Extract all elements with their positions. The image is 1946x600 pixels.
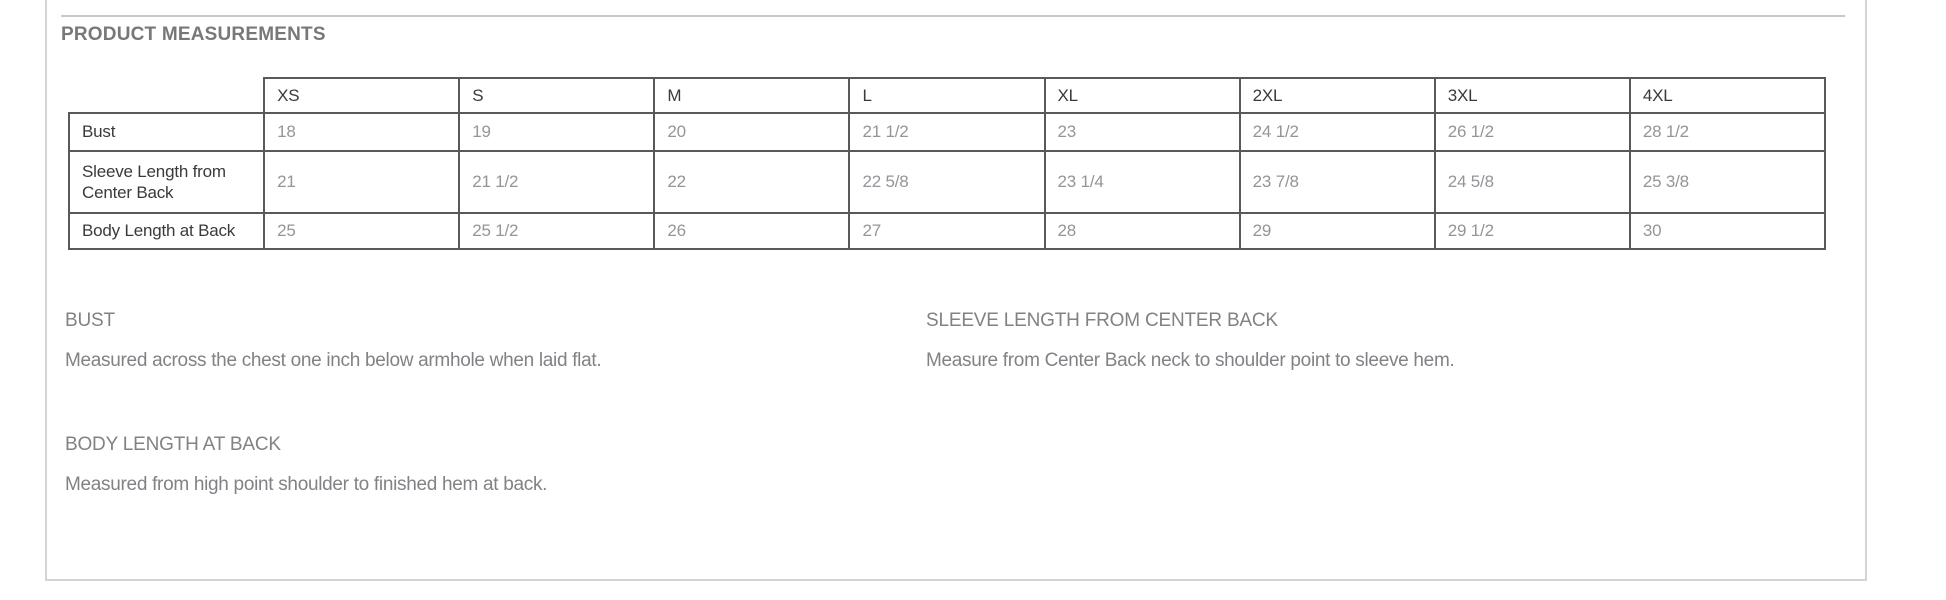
- measurement-cell: 25 3/8: [1630, 151, 1825, 213]
- page-title: PRODUCT MEASUREMENTS: [61, 24, 326, 45]
- measurement-cell: 29: [1240, 213, 1435, 249]
- section-body-length: [65, 434, 926, 496]
- measurements-table-head: [69, 78, 1825, 113]
- section-sleeve-length: [926, 310, 1845, 372]
- measurement-cell: 21 1/2: [849, 113, 1044, 151]
- measurement-cell: 18: [264, 113, 459, 151]
- measurement-cell: 21: [264, 151, 459, 213]
- size-column-header: M: [654, 78, 849, 113]
- measurement-cell: 24 1/2: [1240, 113, 1435, 151]
- measurement-cell: 23: [1045, 113, 1240, 151]
- size-column-header: XL: [1045, 78, 1240, 113]
- measurement-cell: 29 1/2: [1435, 213, 1630, 249]
- size-column-header: 4XL: [1630, 78, 1825, 113]
- size-header-row: [69, 78, 1825, 113]
- section-bust: [65, 310, 926, 372]
- table-row: [69, 151, 1825, 213]
- size-column-header: S: [459, 78, 654, 113]
- table-row: [69, 213, 1825, 249]
- sleeve-length-description: Measure from Center Back neck to shoulder point to sleeve hem.: [926, 350, 1455, 371]
- sleeve-length-heading: SLEEVE LENGTH FROM CENTER BACK: [926, 310, 1278, 331]
- measurement-cell: 28 1/2: [1630, 113, 1825, 151]
- measurement-cell: 23 7/8: [1240, 151, 1435, 213]
- measurement-cell: 30: [1630, 213, 1825, 249]
- top-divider: [61, 15, 1845, 17]
- measurements-table: [68, 77, 1826, 250]
- measurement-cell: 23 1/4: [1045, 151, 1240, 213]
- size-column-header: 3XL: [1435, 78, 1630, 113]
- bust-description: Measured across the chest one inch below armhole when laid flat.: [65, 350, 602, 371]
- bust-heading: BUST: [65, 310, 115, 331]
- body-length-description: Measured from high point shoulder to finished hem at back.: [65, 474, 548, 495]
- measurement-cell: 27: [849, 213, 1044, 249]
- size-column-header: L: [849, 78, 1044, 113]
- measurement-cell: 26: [654, 213, 849, 249]
- row-label: Body Length at Back: [69, 213, 264, 249]
- product-measurements-card: [45, 0, 1867, 581]
- measurement-cell: 28: [1045, 213, 1240, 249]
- measurement-cell: 20: [654, 113, 849, 151]
- row-label: Bust: [69, 113, 264, 151]
- measurements-table-body: [69, 113, 1825, 249]
- size-column-header: 2XL: [1240, 78, 1435, 113]
- measurement-cell: 25 1/2: [459, 213, 654, 249]
- measurement-cell: 26 1/2: [1435, 113, 1630, 151]
- corner-cell: [69, 78, 264, 113]
- body-length-heading: BODY LENGTH AT BACK: [65, 434, 281, 455]
- measurement-cell: 19: [459, 113, 654, 151]
- measurement-cell: 25: [264, 213, 459, 249]
- row-label: Sleeve Length from Center Back: [69, 151, 264, 213]
- size-column-header: XS: [264, 78, 459, 113]
- measurement-cell: 21 1/2: [459, 151, 654, 213]
- measurement-definitions: [65, 310, 1845, 496]
- measurement-cell: 22: [654, 151, 849, 213]
- table-row: [69, 113, 1825, 151]
- measurement-cell: 22 5/8: [849, 151, 1044, 213]
- measurement-cell: 24 5/8: [1435, 151, 1630, 213]
